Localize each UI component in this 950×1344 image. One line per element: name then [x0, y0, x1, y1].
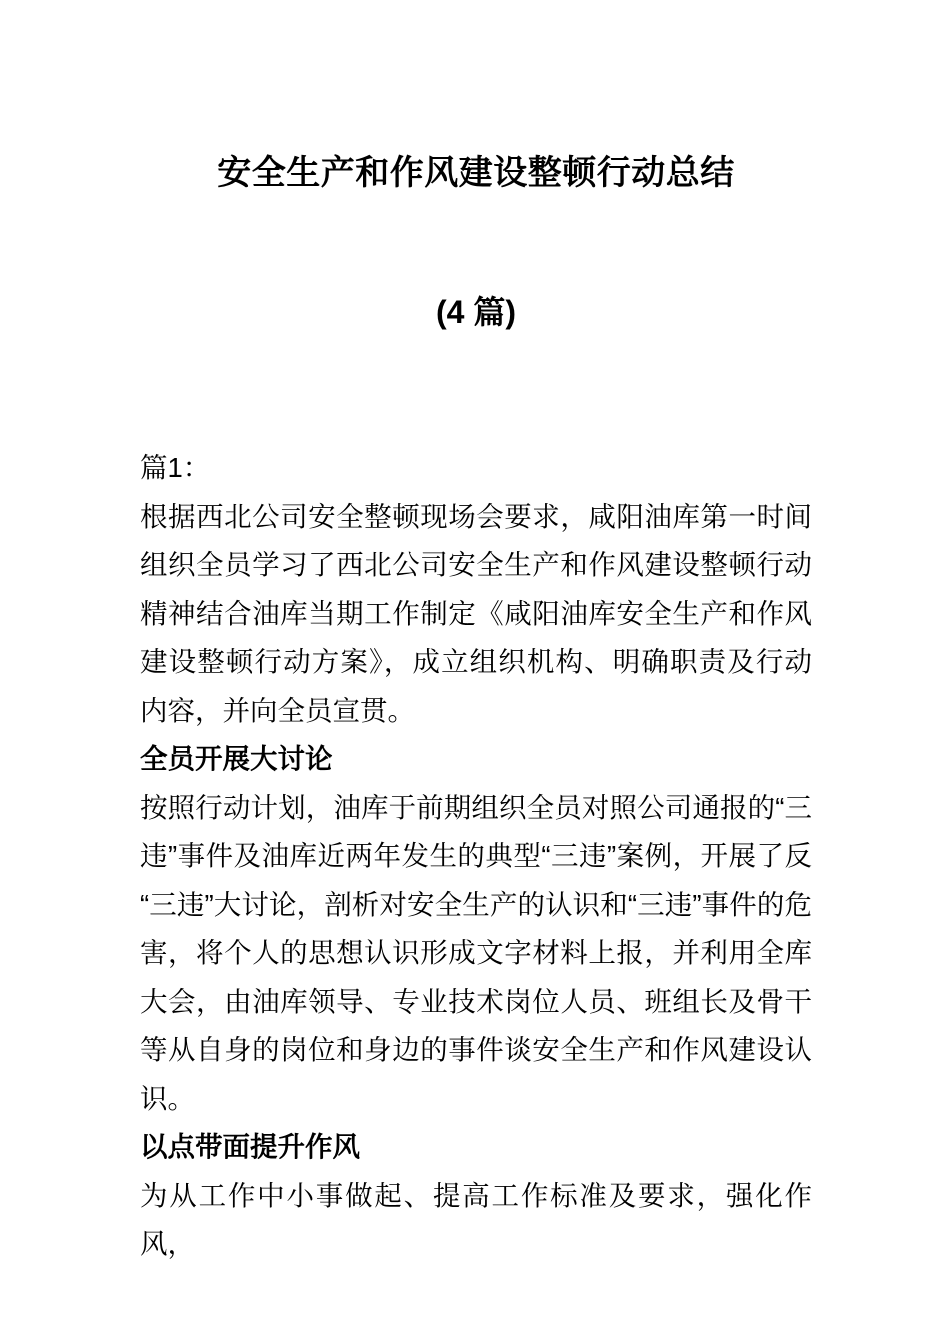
article-label: 篇1：	[140, 452, 211, 483]
subheading-discussion: 全员开展大讨论	[140, 743, 333, 774]
document-subtitle: (4 篇)	[435, 294, 516, 330]
page-title: 安全生产和作风建设整顿行动总结	[217, 154, 735, 192]
paragraph-discussion: 按照行动计划，油库于前期组织全员对照公司通报的“三违”事件及油库近两年发生的典型“三违”案例，开展了反“三违”大讨论，剖析对安全生产的认识和“三违”事件的危害，将个人的思想认识形成文字材料上报，并利用全库大会，由油库领导、专业技术岗位人员、班组长及骨干等从自身的岗位和身边的事件谈安全生产和作风建设认识。	[140, 791, 812, 1114]
paragraph-intro: 根据西北公司安全整顿现场会要求，咸阳油库第一时间组织全员学习了西北公司安全生产和作风建设整顿行动精神结合油库当期工作制定《咸阳油库安全生产和作风建设整顿行动方案》，成立组织机构、明确职责及行动内容，并向全员宣贯。	[140, 500, 812, 726]
document-body	[140, 444, 812, 1269]
subheading-style-improvement: 以点带面提升作风	[140, 1131, 360, 1162]
paragraph-style-improvement: 为从工作中小事做起、提高工作标准及要求，强化作风，	[140, 1179, 812, 1259]
